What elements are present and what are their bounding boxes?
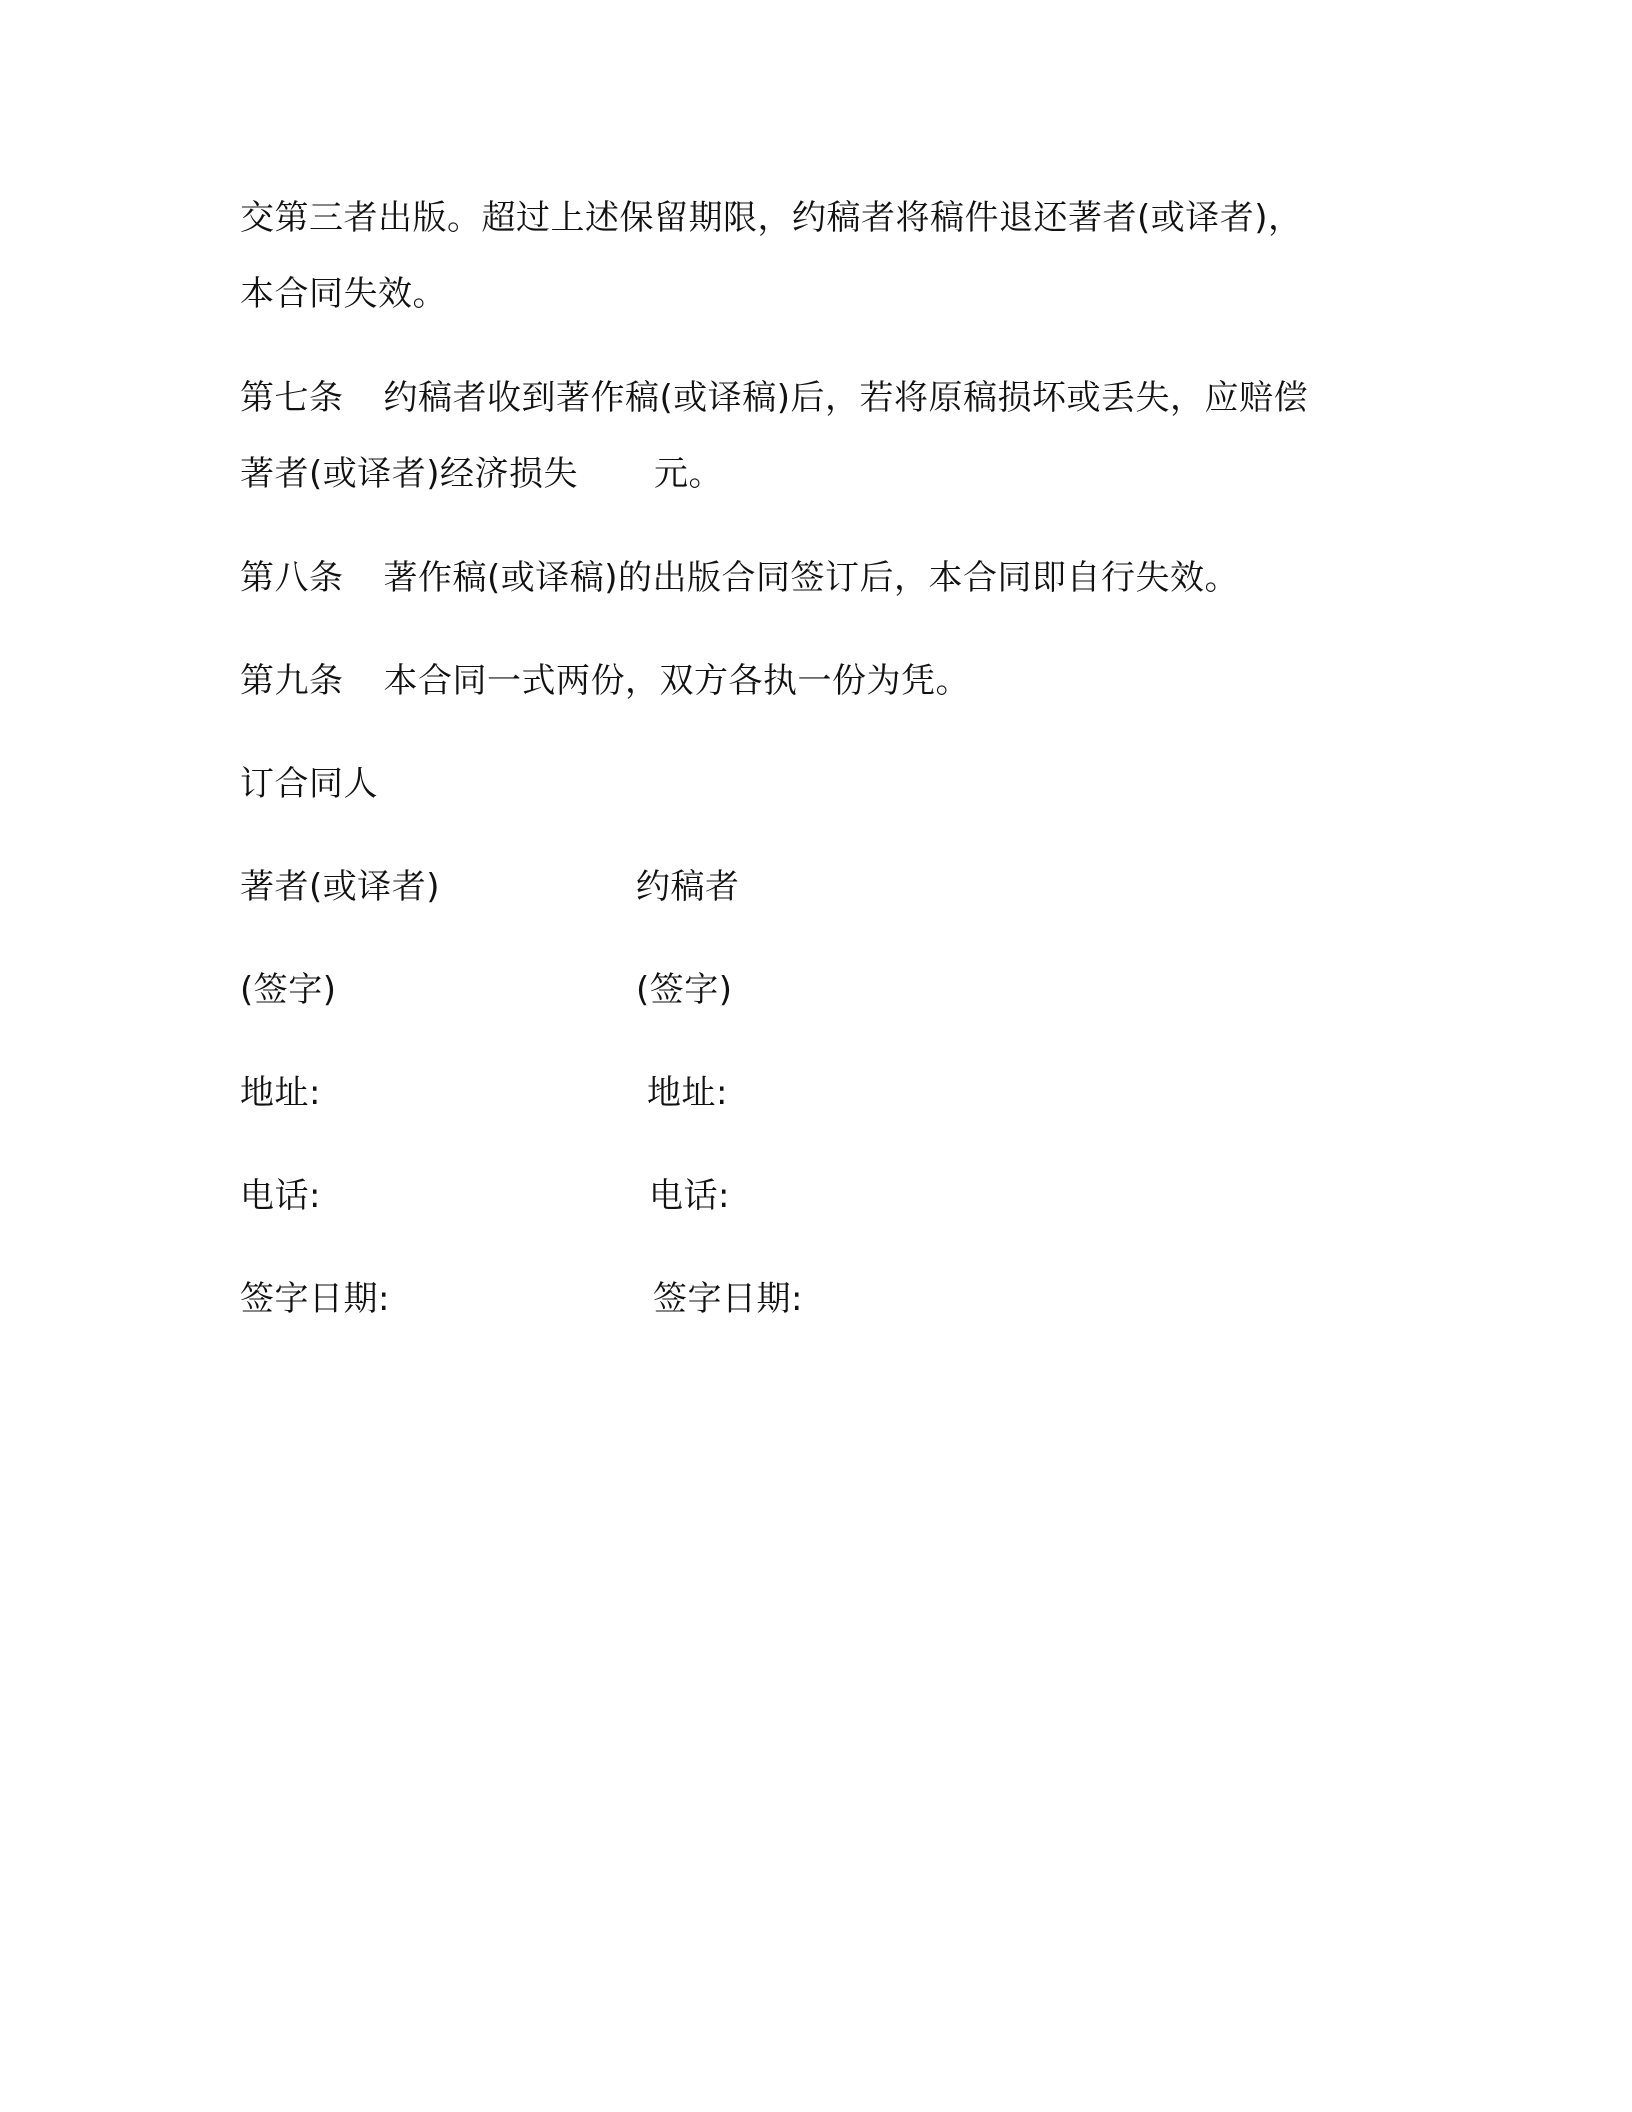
- right-date: 签字日期:: [653, 1279, 803, 1319]
- left-date: 签字日期:: [240, 1279, 390, 1319]
- signing-heading: 订合同人: [240, 764, 378, 804]
- article7-line1: [240, 376, 1308, 420]
- right-address: 地址:: [647, 1073, 728, 1113]
- right-party: 约稿者: [636, 867, 740, 907]
- left-phone: 电话:: [240, 1176, 321, 1216]
- article6-continuation-line1: 交第三者出版。超过上述保留期限，约稿者将稿件退还著者(或译者)，: [240, 198, 1303, 238]
- article7-line2: [240, 452, 723, 496]
- article9-text: 本合同一式两份，双方各执一份为凭。: [383, 661, 970, 701]
- article7-number: 第七条: [240, 378, 344, 418]
- article7-text-2b: 元。: [654, 454, 724, 494]
- article6-continuation-line2: 本合同失效。: [240, 274, 447, 314]
- article7-text-2a: 著者(或译者)经济损失: [240, 454, 579, 494]
- article9: [240, 659, 970, 703]
- article8-number: 第八条: [240, 558, 344, 598]
- article8-text: 著作稿(或译稿)的出版合同签订后，本合同即自行失效。: [383, 558, 1240, 598]
- article8: [240, 556, 1239, 600]
- right-sign: (签字): [636, 970, 733, 1010]
- left-sign: (签字): [240, 970, 337, 1010]
- left-party: 著者(或译者): [240, 867, 441, 907]
- article9-number: 第九条: [240, 661, 344, 701]
- right-phone: 电话:: [649, 1176, 730, 1216]
- left-address: 地址:: [240, 1073, 321, 1113]
- article7-text: 约稿者收到著作稿(或译稿)后，若将原稿损坏或丢失，应赔偿: [383, 378, 1309, 418]
